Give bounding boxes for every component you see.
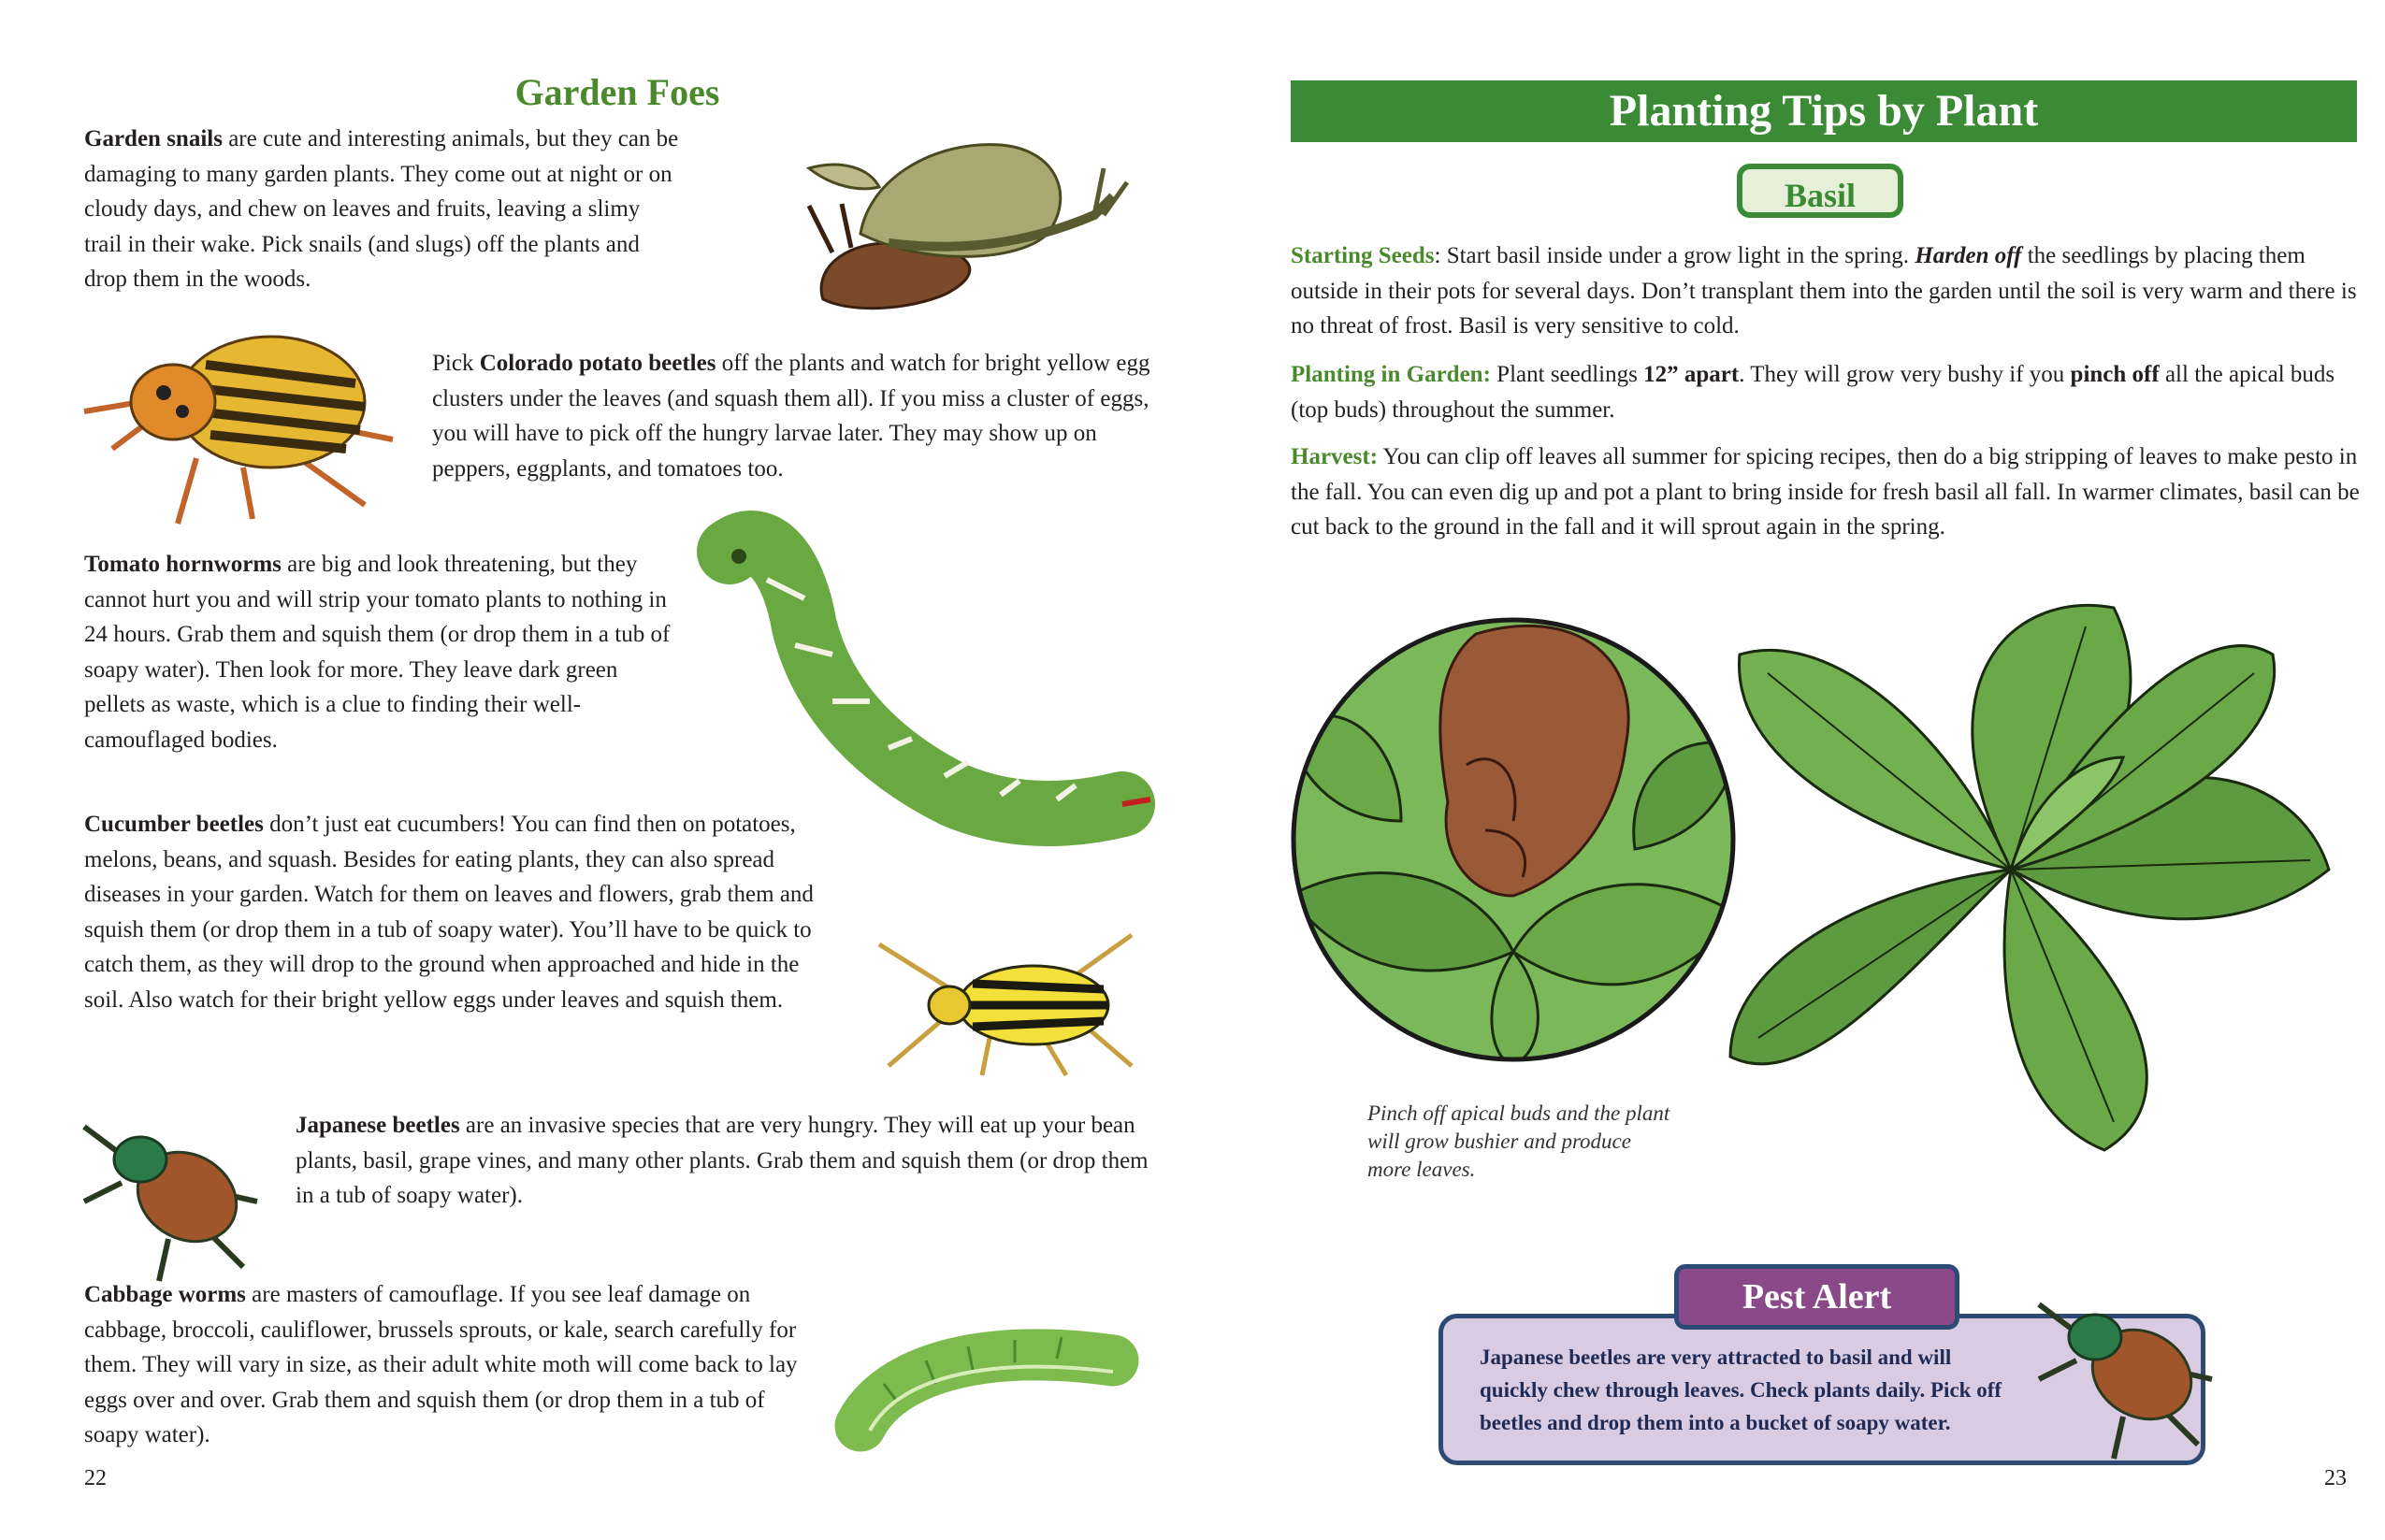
pest-alert-text: Japanese beetles are very attracted to basil and will quickly chew through leaves. Check plants daily. Pick off beetles and drop them into a bucket of soapy water. — [1480, 1346, 2002, 1434]
illustration-caption: Pinch off apical buds and the plant will grow bushier and produce more leaves. — [1367, 1101, 1670, 1181]
cabbage-worm-illustration — [832, 1314, 1141, 1454]
tomato-hornworm-illustration — [711, 514, 1160, 879]
hornworm-paragraph: Tomato hornworms are big and look threatening, but they cannot hurt you and will strip your tomato plants to nothing in 24 hours. Grab them and squish them (or drop them in a tub of soapy water). Then look for more. They leave dark green pellets as waste, which is a clue to finding their well-camouflaged bodies. — [84, 552, 671, 753]
cabbage-worm-paragraph: Cabbage worms are masters of camouflage. If you see leaf damage on cabbage, broccoli, cauliflower, brussels sprouts, or kale, search carefully for them. They will vary in size, as their adult white moth will come back to lay eggs over and over. Grab them and squish them (or drop them in a tub of soapy water). — [84, 1282, 798, 1447]
potato-beetle-paragraph: Pick Colorado potato beetles off the plants and watch for bright yellow egg clusters under the leaves (and squash them all). If you miss a cluster of eggs, you will have to pick off the hungry larvae later. They may show up on peppers, eggplants, and tomatoes too. — [432, 351, 1150, 482]
plant-label-basil: Basil — [1737, 164, 1903, 218]
pest-alert-beetle-illustration — [2039, 1286, 2217, 1463]
cucumber-beetle-paragraph: Cucumber beetles don’t just eat cucumbers! You can find then on potatoes, melons, beans, and squash. Besides for eating plants, they can also spread diseases in your garden. Watch for them on leaves and flowers, grab them and squish them (or drop them in a tub of soapy water). You’ll have to be quick to catch them, as they will drop to the ground when approached and hide in the soil. Also watch for their bright yellow eggs under leaves and squish them. — [84, 812, 814, 1013]
harvest-paragraph: Harvest: You can clip off leaves all summer for spicing recipes, then do a big stripping of leaves to make pesto in the fall. You can even dig up and pot a plant to bring inside for fresh basil all fall. In warmer climates, basil can be cut back to the ground in the fall and it will sprout again in the spring. — [1291, 444, 2360, 540]
snails-paragraph: Garden snails are cute and interesting animals, but they can be damaging to many garden plants. They come out at night or on cloudy days, and chew on leaves and fruits, leaving a slimy trail in their wake. Pick snails (and slugs) off the plants and drop them in the woods. — [84, 126, 679, 292]
page-number-left: 22 — [84, 1466, 107, 1490]
cucumber-beetle-illustration — [879, 926, 1141, 1085]
basil-plant-illustration — [1674, 570, 2348, 1169]
page-number-right: 23 — [2324, 1466, 2347, 1490]
planting-in-garden-paragraph: Planting in Garden: Plant seedlings 12” apart. They will grow very bushy if you pinch off all the apical buds (top buds) throughout the summer. — [1291, 362, 2335, 423]
japanese-beetle-illustration — [84, 1108, 262, 1286]
banner-planting-tips: Planting Tips by Plant — [1291, 80, 2357, 142]
colorado-potato-beetle-illustration — [84, 309, 421, 533]
starting-seeds-paragraph: Starting Seeds: Start basil inside under a grow light in the spring. Harden off the seedlings by placing them outside in their pots for several days. Don’t transplant them into the garden until the soil is very warm and there is no threat of frost. Basil is very sensitive to cold. — [1291, 243, 2357, 338]
hand-pinching-inset-illustration — [1289, 615, 1738, 1064]
japanese-beetle-paragraph: Japanese beetles are an invasive species that are very hungry. They will eat up your bean plants, basil, grape vines, and many other plants. Grab them and squish them (or drop them in a tub of soapy water). — [296, 1113, 1149, 1208]
snail-illustration — [720, 103, 1141, 318]
page-title-garden-foes: Garden Foes — [514, 71, 720, 113]
pest-alert-title: Pest Alert — [1674, 1264, 1959, 1330]
